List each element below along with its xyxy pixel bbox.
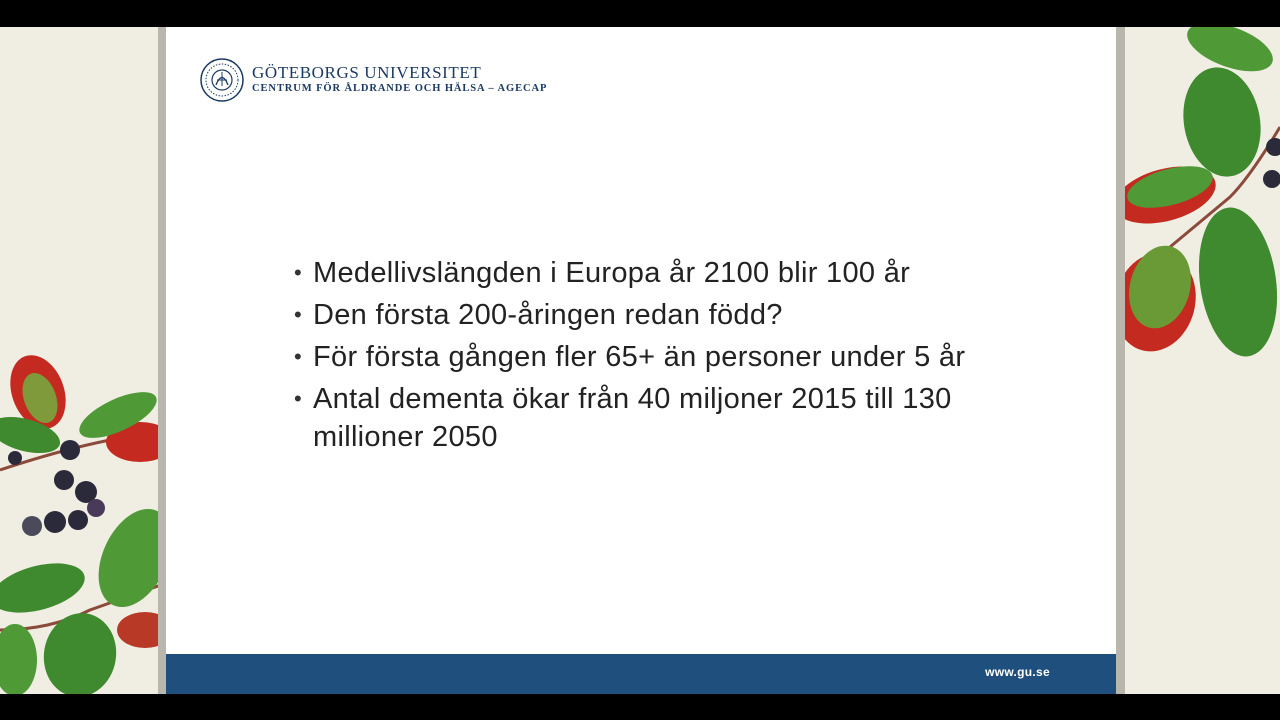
leaf-green bbox=[0, 624, 37, 694]
centre-name: CENTRUM FÖR ÅLDRANDE OCH HÄLSA – AGECAP bbox=[252, 83, 548, 94]
berry bbox=[87, 499, 105, 517]
berry bbox=[22, 516, 42, 536]
footer-url: www.gu.se bbox=[985, 665, 1050, 679]
berry bbox=[60, 440, 80, 460]
leaf-green bbox=[1190, 202, 1280, 361]
berry bbox=[54, 470, 74, 490]
bullet-item: • Den första 200-åringen redan född? bbox=[294, 296, 1024, 334]
bullet-item: • Medellivslängden i Europa år 2100 blir 100 år bbox=[294, 254, 1024, 292]
berry bbox=[1263, 170, 1280, 188]
bullet-list bbox=[294, 254, 1024, 460]
foliage-left-decoration bbox=[0, 330, 175, 694]
bullet-item: • Antal dementa ökar från 40 miljoner 2015 till 130 millioner 2050 bbox=[294, 380, 1024, 456]
university-seal-icon bbox=[200, 58, 244, 102]
letterbox-bottom bbox=[0, 694, 1280, 720]
berry bbox=[8, 451, 22, 465]
foliage-right-decoration bbox=[1110, 27, 1280, 367]
leaf-green bbox=[37, 607, 122, 694]
slide-footer-bar bbox=[166, 654, 1116, 694]
berry bbox=[1266, 138, 1280, 156]
bullet-item: • För första gången fler 65+ än personer under 5 år bbox=[294, 338, 1024, 376]
presentation-slide bbox=[166, 27, 1116, 694]
letterbox-top bbox=[0, 0, 1280, 27]
berry bbox=[68, 510, 88, 530]
berry bbox=[44, 511, 66, 533]
leaf-green bbox=[0, 554, 90, 621]
university-name: GÖTEBORGS UNIVERSITET bbox=[252, 63, 482, 82]
